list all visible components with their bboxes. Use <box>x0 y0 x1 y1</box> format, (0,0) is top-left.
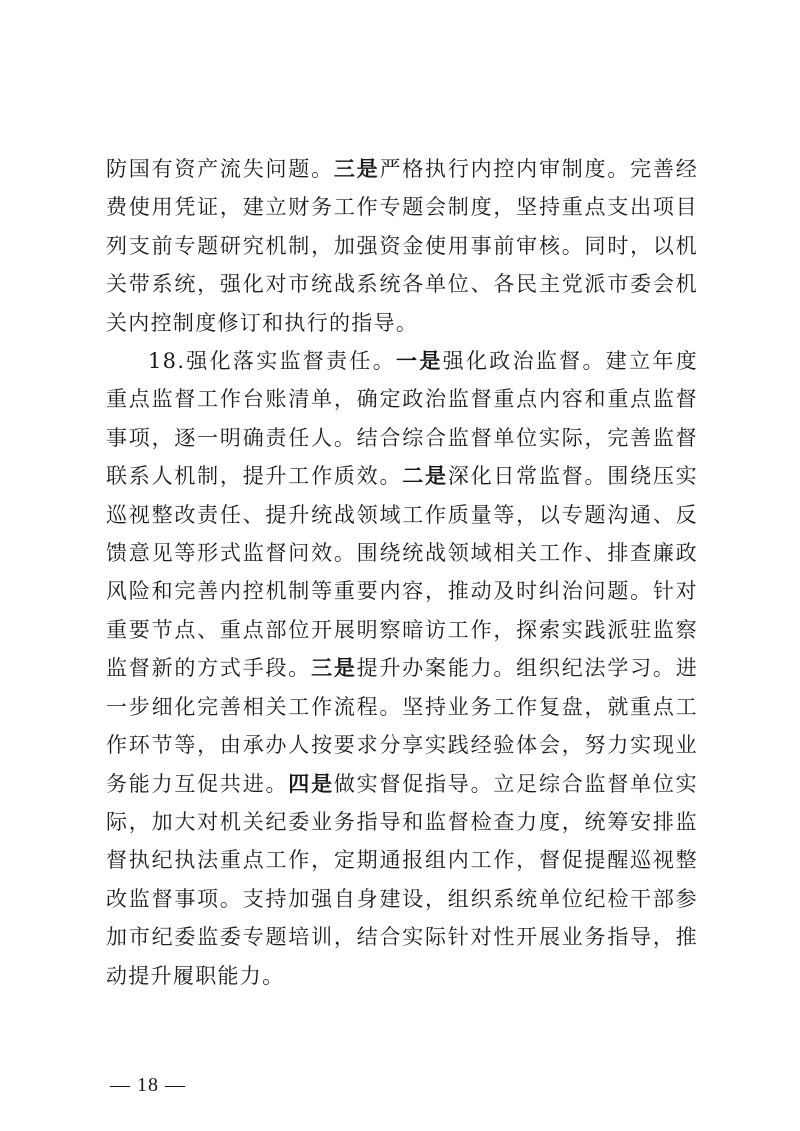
keyword-san-shi: 三是 <box>311 656 357 681</box>
text-segment: 强化政治监督。建立年度重点监督工作台账清单，确定政治监督重点内容和重点监督事项，逐一明确责任人。结合综合监督单位实际，完善监督联系人机制，提升工作质效。 <box>106 349 698 489</box>
paragraph-1 <box>106 150 698 342</box>
text-segment: 防国有资产流失问题。 <box>106 157 334 181</box>
paragraph-2 <box>106 342 698 995</box>
keyword-si-shi: 四是 <box>288 771 334 796</box>
text-segment: 严格执行内控内审制度。完善经费使用凭证，建立财务工作专题会制度，坚持重点支出项目列支前专题研究机制，加强资金使用事前审核。同时，以机关带系统，强化对市统战系统各单位、各民主党派市委会机关内控制度修订和执行的指导。 <box>106 157 698 335</box>
keyword-yi-shi: 一是 <box>396 349 443 374</box>
page-number: — 18 — <box>110 1074 186 1096</box>
text-segment: 做实督促指导。立足综合监督单位实际，加大对机关纪委业务指导和监督检查力度，统筹安排监督执纪执法重点工作，定期通报组内工作，督促提醒巡视整改监督事项。支持加强自身建设，组织系统单位纪检干部参加市纪委监委专题培训，结合实际针对性开展业务指导，推动提升履职能力。 <box>106 771 698 988</box>
text-segment: 深化日常监督。围绕压实巡视整改责任、提升统战领域工作质量等，以专题沟通、反馈意见等形式监督问效。围绕统战领域相关工作、排查廉政风险和完善内控机制等重要内容，推动及时纠治问题。针对重要节点、重点部位开展明察暗访工作，探索实践派驻监察监督新的方式手段。 <box>106 464 698 681</box>
text-segment: 提升办案能力。组织纪法学习。进一步细化完善相关工作流程。坚持业务工作复盘，就重点工作环节等，由承办人按要求分享实践经验体会，努力实现业务能力互促共进。 <box>106 656 698 796</box>
section-heading: 18.强化落实监督责任。 <box>148 349 397 374</box>
keyword-er-shi: 二是 <box>402 464 448 489</box>
keyword-san-shi: 三是 <box>333 157 380 181</box>
body-text <box>106 150 698 995</box>
